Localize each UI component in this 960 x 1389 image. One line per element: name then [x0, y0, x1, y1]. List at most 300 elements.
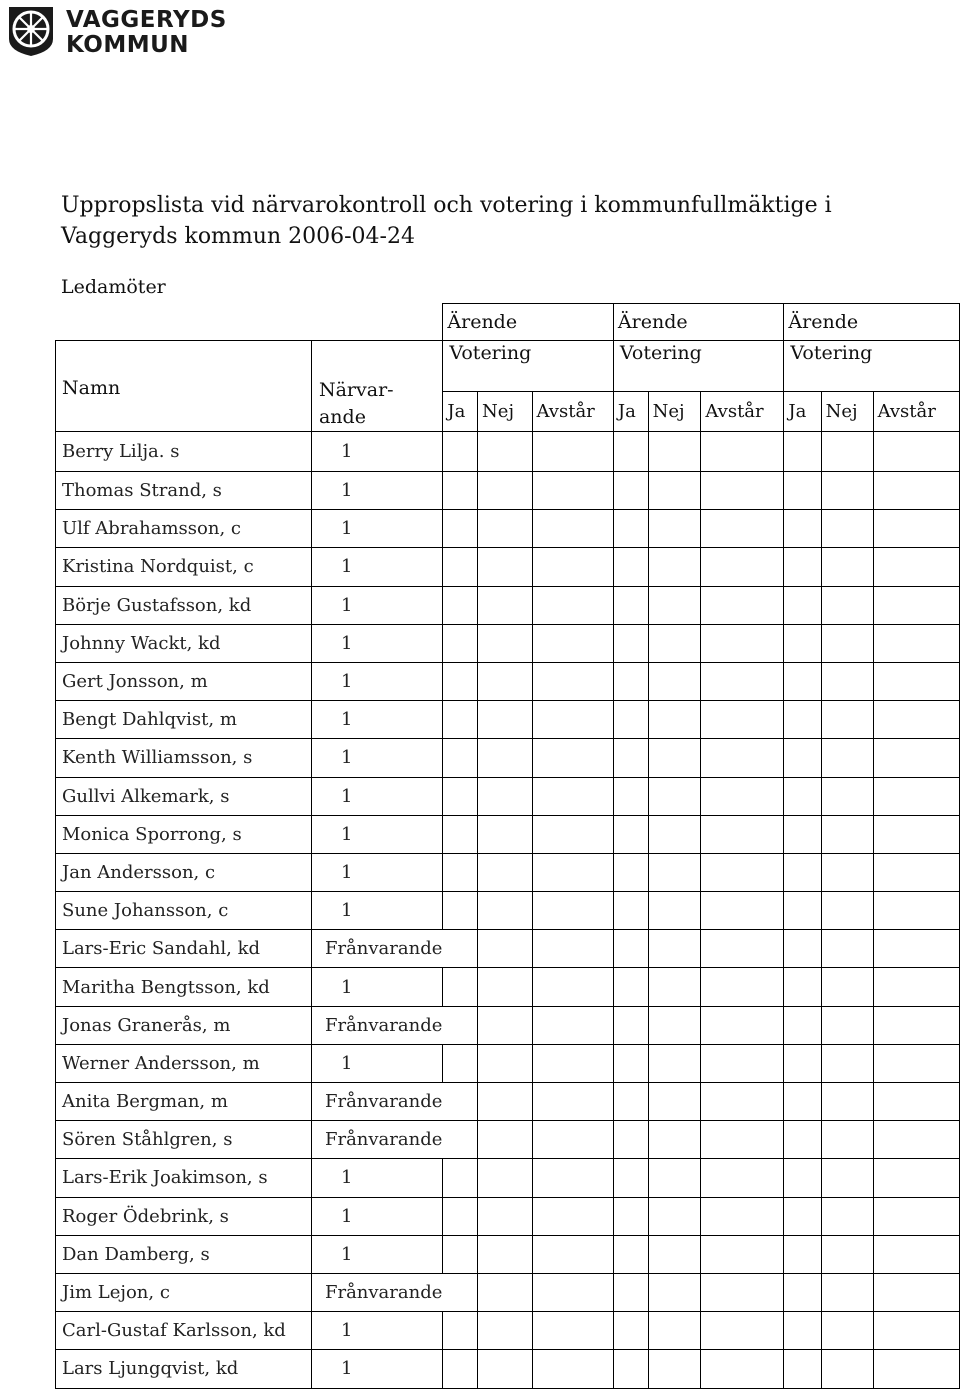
votering-header-3: Votering — [784, 341, 960, 392]
presence-value: Frånvarande — [311, 1006, 442, 1044]
vote-cell-nej — [648, 1006, 701, 1044]
member-row — [56, 777, 960, 815]
vote-cell-ja — [443, 1159, 478, 1197]
vote-cell-nej — [648, 1312, 701, 1350]
member-name: Johnny Wackt, kd — [56, 624, 312, 662]
vote-cell-ja — [784, 1044, 821, 1082]
member-row — [56, 548, 960, 586]
vote-cell-avstar — [532, 586, 613, 624]
member-name: Monica Sporrong, s — [56, 815, 312, 853]
presence-header-line-2: ande — [318, 406, 366, 428]
vote-cell-ja — [443, 1350, 478, 1388]
presence-value: 1 — [311, 1235, 442, 1273]
vote-cell-ja — [613, 1159, 648, 1197]
vote-cell-ja — [443, 968, 478, 1006]
vote-cell-ja — [443, 930, 478, 968]
vote-cell-nej — [821, 1312, 873, 1350]
vote-cell-nej — [648, 853, 701, 891]
member-row — [56, 701, 960, 739]
member-name: Jan Andersson, c — [56, 853, 312, 891]
vote-cell-ja — [784, 432, 821, 472]
avstar-header: Avstår — [873, 391, 959, 431]
vote-cell-nej — [648, 510, 701, 548]
vote-cell-ja — [784, 1312, 821, 1350]
vote-cell-avstar — [873, 968, 959, 1006]
vote-cell-ja — [613, 1235, 648, 1273]
vote-cell-nej — [478, 1044, 532, 1082]
vote-cell-nej — [648, 548, 701, 586]
vote-cell-nej — [821, 1044, 873, 1082]
vote-cell-ja — [784, 624, 821, 662]
vote-cell-avstar — [873, 586, 959, 624]
vote-cell-avstar — [532, 930, 613, 968]
member-row — [56, 1273, 960, 1311]
vote-cell-avstar — [532, 1350, 613, 1388]
vote-cell-ja — [613, 1044, 648, 1082]
vote-cell-avstar — [701, 1083, 784, 1121]
member-row — [56, 1121, 960, 1159]
vote-cell-avstar — [532, 662, 613, 700]
vote-cell-nej — [478, 1083, 532, 1121]
vote-cell-nej — [821, 930, 873, 968]
vote-cell-nej — [478, 1121, 532, 1159]
member-row — [56, 1006, 960, 1044]
vote-cell-nej — [648, 662, 701, 700]
vote-cell-ja — [443, 739, 478, 777]
member-row — [56, 815, 960, 853]
vote-cell-avstar — [873, 1350, 959, 1388]
member-name: Sune Johansson, c — [56, 892, 312, 930]
vote-cell-nej — [478, 510, 532, 548]
member-row — [56, 1312, 960, 1350]
vote-cell-avstar — [532, 1273, 613, 1311]
vote-cell-avstar — [532, 968, 613, 1006]
vote-cell-avstar — [532, 1312, 613, 1350]
vote-cell-avstar — [532, 510, 613, 548]
vote-cell-avstar — [532, 1083, 613, 1121]
vote-cell-nej — [478, 432, 532, 472]
vote-cell-avstar — [873, 1273, 959, 1311]
vote-cell-nej — [478, 1312, 532, 1350]
vote-cell-ja — [784, 1350, 821, 1388]
member-row — [56, 432, 960, 472]
member-row — [56, 1083, 960, 1121]
vote-cell-ja — [784, 892, 821, 930]
vote-cell-ja — [443, 548, 478, 586]
vote-cell-avstar — [873, 815, 959, 853]
vote-cell-nej — [821, 1350, 873, 1388]
vote-cell-nej — [648, 968, 701, 1006]
vote-cell-avstar — [873, 1121, 959, 1159]
logo-wordmark — [66, 8, 227, 58]
nej-header: Nej — [648, 391, 701, 431]
vote-cell-ja — [613, 1273, 648, 1311]
vote-cell-ja — [784, 930, 821, 968]
vote-cell-nej — [821, 662, 873, 700]
vote-cell-ja — [443, 1083, 478, 1121]
logo-line-1: VAGGERYDS — [66, 7, 227, 33]
avstar-header: Avstår — [701, 391, 784, 431]
vote-cell-nej — [821, 432, 873, 472]
presence-value: 1 — [311, 432, 442, 472]
vote-cell-nej — [821, 510, 873, 548]
vote-cell-avstar — [701, 1312, 784, 1350]
vote-cell-nej — [478, 624, 532, 662]
vote-cell-ja — [784, 1273, 821, 1311]
vote-cell-nej — [821, 1006, 873, 1044]
arende-header-1: Ärende — [443, 304, 614, 341]
presence-value: 1 — [311, 472, 442, 510]
vote-cell-ja — [443, 1044, 478, 1082]
member-name: Werner Andersson, m — [56, 1044, 312, 1082]
vote-cell-avstar — [701, 777, 784, 815]
member-name: Sören Ståhlgren, s — [56, 1121, 312, 1159]
vote-cell-ja — [443, 624, 478, 662]
member-name: Maritha Bengtsson, kd — [56, 968, 312, 1006]
vote-cell-ja — [443, 662, 478, 700]
vote-cell-nej — [478, 1273, 532, 1311]
vote-cell-avstar — [701, 815, 784, 853]
arende-header-3: Ärende — [784, 304, 960, 341]
vote-cell-ja — [613, 968, 648, 1006]
vote-cell-nej — [478, 586, 532, 624]
wheel-emblem-icon — [6, 5, 56, 57]
member-row — [56, 739, 960, 777]
vote-cell-nej — [821, 777, 873, 815]
header-row-votering — [56, 341, 960, 392]
member-row — [56, 1044, 960, 1082]
vote-cell-avstar — [532, 892, 613, 930]
presence-value: 1 — [311, 968, 442, 1006]
vote-cell-avstar — [701, 1273, 784, 1311]
member-name: Lars Ljungqvist, kd — [56, 1350, 312, 1388]
vote-cell-nej — [648, 432, 701, 472]
member-row — [56, 472, 960, 510]
vote-cell-avstar — [532, 1235, 613, 1273]
vote-cell-ja — [613, 1121, 648, 1159]
vote-cell-avstar — [532, 853, 613, 891]
vote-cell-nej — [478, 1235, 532, 1273]
member-row — [56, 1159, 960, 1197]
vote-cell-avstar — [701, 1006, 784, 1044]
vote-cell-ja — [784, 548, 821, 586]
vote-cell-ja — [613, 624, 648, 662]
member-name: Jonas Granerås, m — [56, 1006, 312, 1044]
vote-cell-nej — [821, 586, 873, 624]
vote-cell-ja — [613, 662, 648, 700]
vote-cell-avstar — [701, 472, 784, 510]
votering-header-2: Votering — [613, 341, 784, 392]
vote-cell-ja — [443, 1312, 478, 1350]
vote-cell-avstar — [532, 1044, 613, 1082]
vote-cell-nej — [648, 1350, 701, 1388]
vote-cell-avstar — [701, 662, 784, 700]
vote-cell-ja — [613, 510, 648, 548]
member-row — [56, 1350, 960, 1388]
vote-cell-nej — [478, 968, 532, 1006]
member-name: Roger Ödebrink, s — [56, 1197, 312, 1235]
presence-value: 1 — [311, 815, 442, 853]
member-name: Berry Lilja. s — [56, 432, 312, 472]
presence-value: 1 — [311, 624, 442, 662]
vote-cell-avstar — [701, 892, 784, 930]
member-row — [56, 930, 960, 968]
presence-value: Frånvarande — [311, 1083, 442, 1121]
vote-cell-nej — [821, 1159, 873, 1197]
vote-cell-avstar — [701, 548, 784, 586]
member-name: Lars-Eric Sandahl, kd — [56, 930, 312, 968]
vote-cell-ja — [784, 815, 821, 853]
vote-cell-ja — [443, 1273, 478, 1311]
vote-cell-nej — [648, 701, 701, 739]
vote-cell-avstar — [873, 472, 959, 510]
vote-cell-nej — [821, 815, 873, 853]
vote-cell-avstar — [532, 1197, 613, 1235]
vote-cell-nej — [821, 624, 873, 662]
vote-cell-avstar — [532, 1006, 613, 1044]
vote-cell-nej — [648, 1235, 701, 1273]
vote-cell-avstar — [701, 1350, 784, 1388]
vote-cell-ja — [443, 1235, 478, 1273]
vote-cell-avstar — [532, 701, 613, 739]
vote-cell-avstar — [701, 1159, 784, 1197]
vote-cell-ja — [613, 815, 648, 853]
vote-cell-avstar — [873, 1083, 959, 1121]
vote-cell-nej — [478, 739, 532, 777]
vote-cell-ja — [613, 892, 648, 930]
vote-cell-avstar — [701, 432, 784, 472]
vote-cell-nej — [821, 548, 873, 586]
member-row — [56, 968, 960, 1006]
presence-value: 1 — [311, 1159, 442, 1197]
presence-value: 1 — [311, 662, 442, 700]
member-name: Thomas Strand, s — [56, 472, 312, 510]
vote-cell-nej — [478, 472, 532, 510]
nej-header: Nej — [478, 391, 532, 431]
vote-cell-nej — [648, 1121, 701, 1159]
presence-value: 1 — [311, 1350, 442, 1388]
vote-cell-avstar — [873, 739, 959, 777]
member-row — [56, 662, 960, 700]
ja-header: Ja — [613, 391, 648, 431]
vote-cell-avstar — [873, 930, 959, 968]
vote-cell-nej — [821, 968, 873, 1006]
member-name: Anita Bergman, m — [56, 1083, 312, 1121]
logo-line-2: KOMMUN — [66, 32, 190, 58]
vote-cell-ja — [443, 853, 478, 891]
vote-cell-ja — [613, 739, 648, 777]
vote-cell-avstar — [873, 1197, 959, 1235]
member-row — [56, 1235, 960, 1273]
member-row — [56, 1197, 960, 1235]
vote-cell-ja — [613, 1006, 648, 1044]
presence-value: Frånvarande — [311, 930, 442, 968]
vote-cell-nej — [478, 701, 532, 739]
presence-value: 1 — [311, 777, 442, 815]
vote-cell-avstar — [873, 1312, 959, 1350]
vote-cell-ja — [613, 853, 648, 891]
vote-cell-ja — [784, 1159, 821, 1197]
presence-value: 1 — [311, 1044, 442, 1082]
vote-cell-nej — [821, 853, 873, 891]
member-name: Lars-Erik Joakimson, s — [56, 1159, 312, 1197]
vote-cell-avstar — [873, 1006, 959, 1044]
vote-cell-avstar — [873, 662, 959, 700]
vote-cell-nej — [648, 1197, 701, 1235]
vote-cell-nej — [648, 586, 701, 624]
avstar-header: Avstår — [532, 391, 613, 431]
vote-cell-avstar — [701, 853, 784, 891]
title-line-2: Vaggeryds kommun 2006-04-24 — [61, 224, 415, 249]
vote-cell-nej — [648, 624, 701, 662]
vote-cell-ja — [613, 1197, 648, 1235]
vote-cell-ja — [613, 432, 648, 472]
vote-cell-ja — [784, 853, 821, 891]
vote-cell-nej — [821, 892, 873, 930]
vote-cell-nej — [648, 892, 701, 930]
vote-cell-nej — [821, 1197, 873, 1235]
vote-cell-ja — [784, 739, 821, 777]
vote-cell-avstar — [532, 777, 613, 815]
vote-cell-avstar — [532, 472, 613, 510]
vote-cell-avstar — [701, 1044, 784, 1082]
vote-cell-avstar — [873, 892, 959, 930]
vote-cell-avstar — [532, 1159, 613, 1197]
vote-cell-nej — [478, 777, 532, 815]
vote-cell-ja — [443, 432, 478, 472]
vote-cell-nej — [478, 1350, 532, 1388]
member-name: Bengt Dahlqvist, m — [56, 701, 312, 739]
vote-cell-ja — [784, 968, 821, 1006]
vote-cell-ja — [784, 777, 821, 815]
vote-cell-avstar — [873, 1159, 959, 1197]
name-header: Namn — [56, 341, 312, 432]
vote-cell-avstar — [532, 624, 613, 662]
vote-cell-nej — [648, 1083, 701, 1121]
vote-cell-ja — [613, 777, 648, 815]
vote-cell-ja — [443, 777, 478, 815]
vote-cell-avstar — [873, 1235, 959, 1273]
presence-value: 1 — [311, 853, 442, 891]
member-row — [56, 892, 960, 930]
vote-cell-ja — [784, 662, 821, 700]
municipality-logo — [6, 5, 236, 59]
vote-cell-nej — [478, 892, 532, 930]
vote-cell-ja — [443, 815, 478, 853]
vote-cell-ja — [784, 1197, 821, 1235]
vote-cell-nej — [821, 472, 873, 510]
vote-cell-ja — [443, 1197, 478, 1235]
vote-cell-nej — [821, 739, 873, 777]
votering-header-1: Votering — [443, 341, 614, 392]
vote-cell-ja — [613, 1350, 648, 1388]
vote-cell-avstar — [701, 624, 784, 662]
vote-cell-ja — [784, 701, 821, 739]
presence-header — [311, 341, 442, 432]
presence-value: Frånvarande — [311, 1121, 442, 1159]
vote-cell-nej — [821, 1273, 873, 1311]
vote-cell-ja — [784, 510, 821, 548]
presence-value: 1 — [311, 1197, 442, 1235]
vote-cell-ja — [613, 930, 648, 968]
member-row — [56, 586, 960, 624]
member-name: Kenth Williamsson, s — [56, 739, 312, 777]
ja-header: Ja — [443, 391, 478, 431]
presence-value: 1 — [311, 1312, 442, 1350]
vote-cell-avstar — [701, 1235, 784, 1273]
vote-cell-avstar — [873, 432, 959, 472]
vote-cell-avstar — [873, 510, 959, 548]
vote-cell-nej — [648, 815, 701, 853]
vote-cell-nej — [478, 1197, 532, 1235]
section-label: Ledamöter — [61, 276, 166, 298]
vote-cell-ja — [613, 1083, 648, 1121]
vote-cell-avstar — [532, 548, 613, 586]
vote-cell-nej — [478, 930, 532, 968]
vote-cell-nej — [648, 777, 701, 815]
vote-cell-nej — [478, 548, 532, 586]
nej-header: Nej — [821, 391, 873, 431]
member-name: Kristina Nordquist, c — [56, 548, 312, 586]
vote-cell-nej — [821, 1235, 873, 1273]
vote-cell-avstar — [532, 815, 613, 853]
vote-cell-avstar — [873, 853, 959, 891]
vote-cell-nej — [821, 1121, 873, 1159]
vote-cell-nej — [478, 662, 532, 700]
vote-cell-ja — [443, 1006, 478, 1044]
vote-cell-ja — [784, 1006, 821, 1044]
vote-cell-ja — [784, 1083, 821, 1121]
member-name: Börje Gustafsson, kd — [56, 586, 312, 624]
member-name: Gert Jonsson, m — [56, 662, 312, 700]
member-row — [56, 624, 960, 662]
vote-cell-ja — [443, 1121, 478, 1159]
vote-cell-avstar — [701, 510, 784, 548]
vote-cell-nej — [821, 1083, 873, 1121]
vote-cell-nej — [648, 1159, 701, 1197]
vote-cell-avstar — [701, 739, 784, 777]
member-name: Gullvi Alkemark, s — [56, 777, 312, 815]
member-name: Dan Damberg, s — [56, 1235, 312, 1273]
vote-cell-avstar — [701, 1197, 784, 1235]
presence-value: 1 — [311, 701, 442, 739]
vote-cell-nej — [648, 739, 701, 777]
vote-cell-nej — [648, 1273, 701, 1311]
ja-header: Ja — [784, 391, 821, 431]
member-name: Ulf Abrahamsson, c — [56, 510, 312, 548]
presence-value: 1 — [311, 739, 442, 777]
roll-call-table — [55, 303, 960, 1389]
vote-cell-ja — [613, 586, 648, 624]
vote-cell-avstar — [873, 548, 959, 586]
member-row — [56, 510, 960, 548]
vote-cell-ja — [613, 548, 648, 586]
vote-cell-avstar — [701, 701, 784, 739]
vote-cell-nej — [478, 1006, 532, 1044]
vote-cell-ja — [443, 472, 478, 510]
vote-cell-nej — [478, 815, 532, 853]
vote-cell-avstar — [873, 1044, 959, 1082]
vote-cell-avstar — [701, 930, 784, 968]
vote-cell-avstar — [532, 739, 613, 777]
vote-cell-avstar — [873, 624, 959, 662]
vote-cell-ja — [613, 701, 648, 739]
vote-cell-ja — [613, 472, 648, 510]
vote-cell-ja — [784, 1235, 821, 1273]
vote-cell-nej — [648, 930, 701, 968]
member-name: Jim Lejon, c — [56, 1273, 312, 1311]
vote-cell-nej — [648, 1044, 701, 1082]
